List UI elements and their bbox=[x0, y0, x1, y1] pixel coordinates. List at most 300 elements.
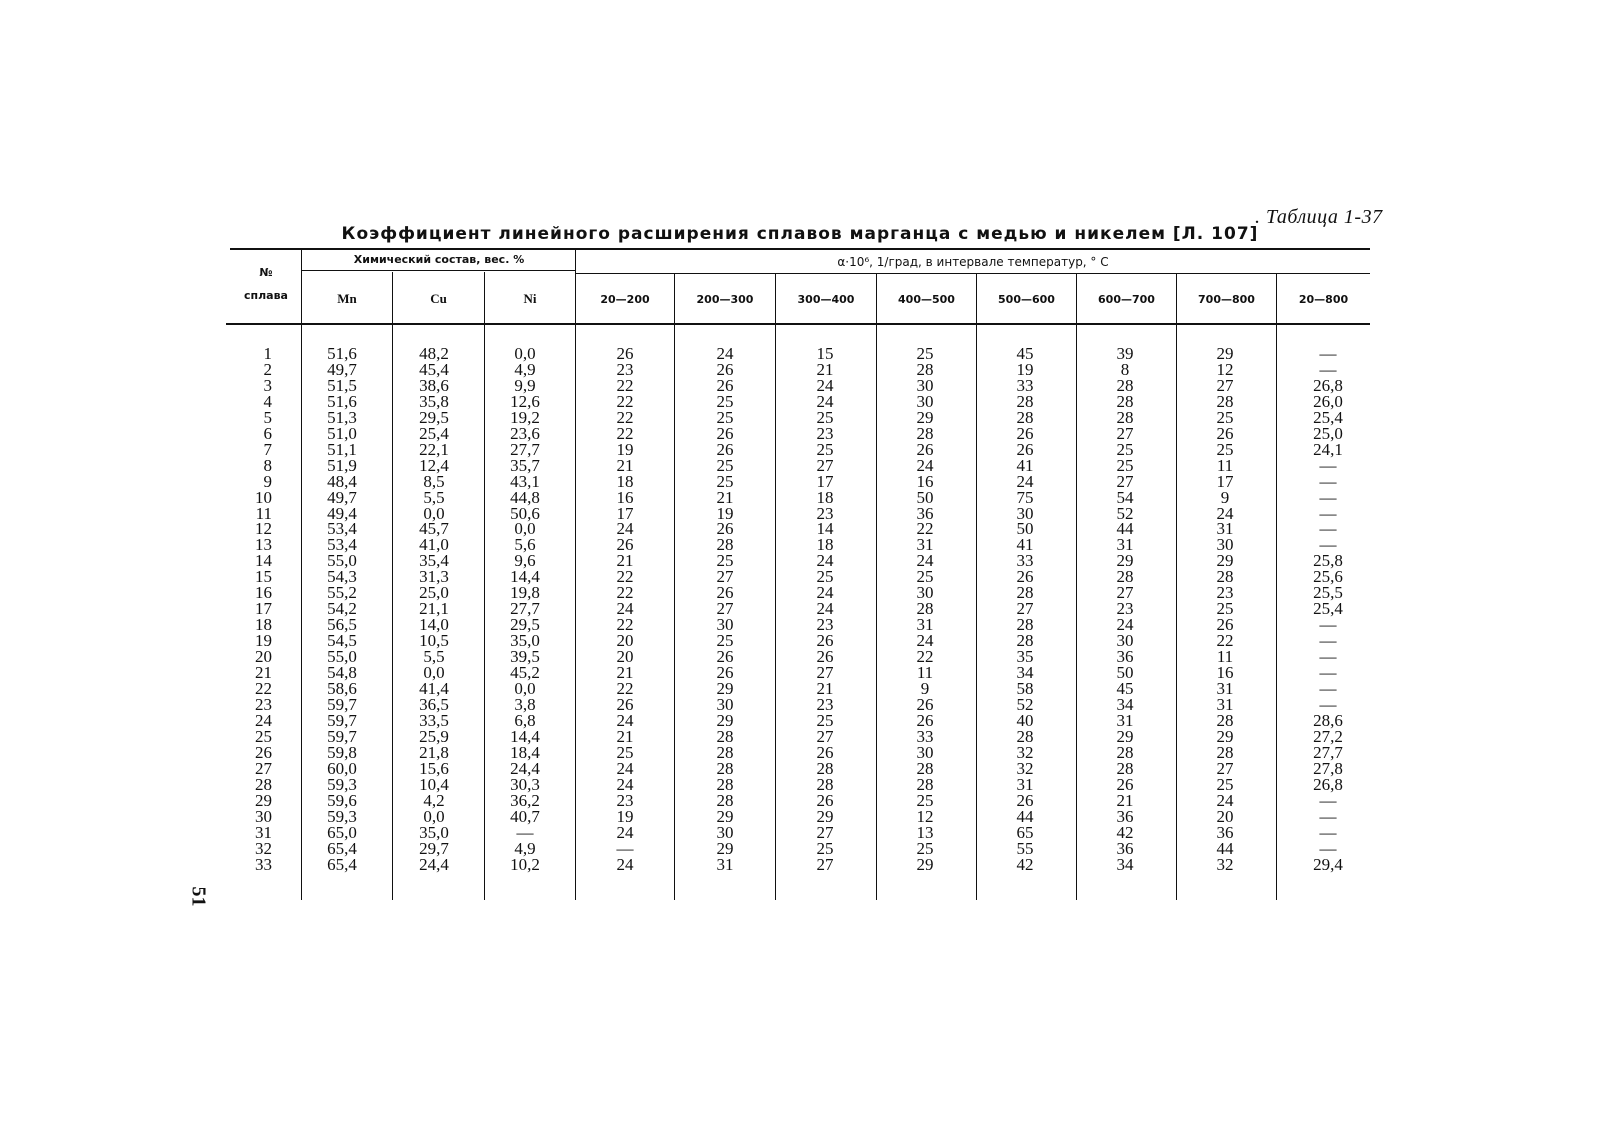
cell-ni-row-4: 12,6 bbox=[510, 391, 540, 411]
cell-t7-row-7: 25 bbox=[1216, 439, 1234, 459]
cell-t2-row-2: 26 bbox=[716, 359, 734, 379]
cell-t7-row-4: 28 bbox=[1216, 391, 1234, 411]
cell-t1-row-11: 17 bbox=[616, 503, 634, 523]
cell-t4-row-14: 24 bbox=[916, 551, 934, 571]
cell-t3-row-7: 25 bbox=[816, 439, 834, 459]
cell-t2-row-23: 30 bbox=[716, 694, 734, 714]
cell-t5-row-1: 45 bbox=[1016, 344, 1034, 363]
cell-t4-row-3: 30 bbox=[916, 375, 934, 395]
header-t1: 20—200 bbox=[600, 293, 650, 306]
cell-t6-row-24: 31 bbox=[1116, 710, 1134, 730]
cell-ni-row-13: 5,6 bbox=[514, 535, 536, 555]
cell-t6-row-9: 27 bbox=[1116, 471, 1134, 491]
cell-mn-row-9: 48,4 bbox=[327, 471, 357, 491]
cell-t1-row-17: 24 bbox=[616, 599, 634, 619]
cell-t7-row-5: 25 bbox=[1216, 407, 1234, 427]
cell-t1-row-9: 18 bbox=[616, 471, 634, 491]
cell-t5-row-22: 58 bbox=[1016, 679, 1034, 699]
column-t3 bbox=[795, 346, 855, 872]
cell-cu-row-17: 21,1 bbox=[419, 599, 449, 619]
cell-t4-row-30: 12 bbox=[916, 806, 934, 826]
cell-t1-row-1: 26 bbox=[616, 344, 634, 363]
cell-t5-row-19: 28 bbox=[1016, 631, 1034, 651]
cell-cu-row-18: 14,0 bbox=[419, 615, 449, 635]
cell-mn-row-21: 54,8 bbox=[327, 663, 357, 683]
cell-cu-row-15: 31,3 bbox=[419, 567, 449, 587]
cell-t4-row-9: 16 bbox=[916, 471, 934, 491]
cell-t6-row-21: 50 bbox=[1116, 663, 1134, 683]
cell-t6-row-11: 52 bbox=[1116, 503, 1134, 523]
cell-mn-row-29: 59,6 bbox=[327, 790, 357, 810]
cell-cu-row-32: 29,7 bbox=[419, 838, 449, 858]
cell-ni-row-18: 29,5 bbox=[510, 615, 540, 635]
cell-ni-row-3: 9,9 bbox=[514, 375, 536, 395]
cell-mn-row-28: 59,3 bbox=[327, 774, 357, 794]
cell-t1-row-24: 24 bbox=[616, 710, 634, 730]
column-t5 bbox=[995, 346, 1055, 872]
cell-mn-row-31: 65,0 bbox=[327, 822, 357, 842]
cell-t2-row-18: 30 bbox=[716, 615, 734, 635]
cell-t3-row-8: 27 bbox=[816, 455, 834, 475]
cell-t2-row-15: 27 bbox=[716, 567, 734, 587]
top-rule bbox=[230, 248, 1370, 250]
cell-t4-row-15: 25 bbox=[916, 567, 934, 587]
cell-cu-row-19: 10,5 bbox=[419, 631, 449, 651]
cell-t4-row-25: 33 bbox=[916, 726, 934, 746]
cell-t3-row-9: 17 bbox=[816, 471, 834, 491]
vrule-8 bbox=[976, 274, 977, 900]
cell-t8-row-29: — bbox=[1319, 790, 1337, 810]
cell-mn-row-30: 59,3 bbox=[327, 806, 357, 826]
cell-no-row-4: 4 bbox=[263, 391, 272, 411]
header-alloy-no: № bbox=[259, 266, 273, 279]
cell-t6-row-6: 27 bbox=[1116, 423, 1134, 443]
cell-ni-row-5: 19,2 bbox=[510, 407, 540, 427]
cell-ni-row-2: 4,9 bbox=[514, 359, 536, 379]
cell-t5-row-28: 31 bbox=[1016, 774, 1034, 794]
vrule-7 bbox=[876, 274, 877, 900]
cell-t6-row-31: 42 bbox=[1116, 822, 1134, 842]
column-t6 bbox=[1095, 346, 1155, 872]
cell-t2-row-32: 29 bbox=[716, 838, 734, 858]
cell-no-row-19: 19 bbox=[255, 631, 272, 651]
column-alloy-no bbox=[232, 346, 272, 872]
cell-t8-row-19: — bbox=[1319, 631, 1337, 651]
cell-t7-row-28: 25 bbox=[1216, 774, 1234, 794]
cell-t4-row-27: 28 bbox=[916, 758, 934, 778]
cell-t5-row-2: 19 bbox=[1016, 359, 1034, 379]
cell-t3-row-18: 23 bbox=[816, 615, 834, 635]
cell-t4-row-18: 31 bbox=[916, 615, 934, 635]
cell-t8-row-4: 26,0 bbox=[1313, 391, 1343, 411]
cell-t3-row-16: 24 bbox=[816, 583, 834, 603]
cell-t5-row-17: 27 bbox=[1016, 599, 1034, 619]
cell-ni-row-31: — bbox=[516, 822, 534, 842]
cell-cu-row-2: 45,4 bbox=[419, 359, 449, 379]
cell-t2-row-28: 28 bbox=[716, 774, 734, 794]
cell-t8-row-23: — bbox=[1319, 694, 1337, 714]
cell-t8-row-6: 25,0 bbox=[1313, 423, 1343, 443]
cell-t3-row-5: 25 bbox=[816, 407, 834, 427]
header-ni: Ni bbox=[523, 291, 537, 306]
cell-mn-row-24: 59,7 bbox=[327, 710, 357, 730]
cell-cu-row-3: 38,6 bbox=[419, 375, 449, 395]
cell-no-row-6: 6 bbox=[263, 423, 272, 443]
cell-t6-row-30: 36 bbox=[1116, 806, 1134, 826]
cell-ni-row-9: 43,1 bbox=[510, 471, 540, 491]
cell-t6-row-23: 34 bbox=[1116, 694, 1134, 714]
cell-t7-row-32: 44 bbox=[1216, 838, 1234, 858]
cell-t6-row-8: 25 bbox=[1116, 455, 1134, 475]
cell-t2-row-26: 28 bbox=[716, 742, 734, 762]
cell-mn-row-26: 59,8 bbox=[327, 742, 357, 762]
cell-no-row-14: 14 bbox=[255, 551, 272, 571]
cell-mn-row-3: 51,5 bbox=[327, 375, 357, 395]
cell-t1-row-21: 21 bbox=[616, 663, 634, 683]
cell-t1-row-8: 21 bbox=[616, 455, 634, 475]
cell-t5-row-5: 28 bbox=[1016, 407, 1034, 427]
cell-t1-row-19: 20 bbox=[616, 631, 634, 651]
group-rule-alpha bbox=[576, 273, 1370, 274]
cell-t4-row-19: 24 bbox=[916, 631, 934, 651]
cell-cu-row-8: 12,4 bbox=[419, 455, 449, 475]
cell-no-row-2: 2 bbox=[263, 359, 272, 379]
cell-no-row-33: 33 bbox=[255, 854, 272, 874]
vrule-2 bbox=[392, 272, 393, 900]
cell-t7-row-26: 28 bbox=[1216, 742, 1234, 762]
cell-t2-row-8: 25 bbox=[716, 455, 734, 475]
header-cu: Cu bbox=[430, 291, 447, 306]
cell-t3-row-28: 28 bbox=[816, 774, 834, 794]
cell-t3-row-27: 28 bbox=[816, 758, 834, 778]
cell-mn-row-8: 51,9 bbox=[327, 455, 357, 475]
cell-t3-row-10: 18 bbox=[816, 487, 834, 507]
group-rule-composition bbox=[302, 270, 576, 271]
column-t7 bbox=[1195, 346, 1255, 872]
cell-t4-row-28: 28 bbox=[916, 774, 934, 794]
cell-t3-row-23: 23 bbox=[816, 694, 834, 714]
cell-mn-row-16: 55,2 bbox=[327, 583, 357, 603]
cell-t4-row-6: 28 bbox=[916, 423, 934, 443]
cell-t4-row-32: 25 bbox=[916, 838, 934, 858]
cell-ni-row-24: 6,8 bbox=[514, 710, 536, 730]
cell-t3-row-20: 26 bbox=[816, 647, 834, 667]
column-cu bbox=[404, 346, 464, 872]
cell-t1-row-4: 22 bbox=[616, 391, 634, 411]
cell-t6-row-18: 24 bbox=[1116, 615, 1134, 635]
cell-t7-row-25: 29 bbox=[1216, 726, 1234, 746]
cell-cu-row-24: 33,5 bbox=[419, 710, 449, 730]
cell-t5-row-32: 55 bbox=[1016, 838, 1034, 858]
cell-mn-row-18: 56,5 bbox=[327, 615, 357, 635]
cell-t2-row-12: 26 bbox=[716, 519, 734, 539]
cell-no-row-1: 1 bbox=[263, 344, 272, 363]
cell-t8-row-31: — bbox=[1319, 822, 1337, 842]
cell-ni-row-17: 27,7 bbox=[510, 599, 540, 619]
column-t8 bbox=[1298, 346, 1358, 872]
cell-t2-row-20: 26 bbox=[716, 647, 734, 667]
cell-mn-row-17: 54,2 bbox=[327, 599, 357, 619]
cell-cu-row-26: 21,8 bbox=[419, 742, 449, 762]
cell-cu-row-16: 25,0 bbox=[419, 583, 449, 603]
cell-t6-row-27: 28 bbox=[1116, 758, 1134, 778]
cell-t4-row-26: 30 bbox=[916, 742, 934, 762]
cell-mn-row-19: 54,5 bbox=[327, 631, 357, 651]
cell-t4-row-31: 13 bbox=[916, 822, 934, 842]
header-composition: Химический состав, вес. % bbox=[353, 253, 525, 266]
cell-t3-row-1: 15 bbox=[816, 344, 834, 363]
cell-ni-row-11: 50,6 bbox=[510, 503, 540, 523]
cell-ni-row-33: 10,2 bbox=[510, 854, 540, 874]
cell-t3-row-32: 25 bbox=[816, 838, 834, 858]
cell-t1-row-6: 22 bbox=[616, 423, 634, 443]
column-t1 bbox=[595, 346, 655, 872]
cell-t5-row-7: 26 bbox=[1016, 439, 1034, 459]
cell-t8-row-13: — bbox=[1319, 535, 1337, 555]
cell-cu-row-13: 41,0 bbox=[419, 535, 449, 555]
cell-no-row-7: 7 bbox=[263, 439, 272, 459]
table-label: . Таблица 1-37 bbox=[1255, 206, 1383, 228]
cell-no-row-3: 3 bbox=[263, 375, 272, 395]
cell-t6-row-14: 29 bbox=[1116, 551, 1134, 571]
cell-t7-row-23: 31 bbox=[1216, 694, 1234, 714]
cell-cu-row-27: 15,6 bbox=[419, 758, 449, 778]
cell-no-row-11: 11 bbox=[255, 503, 272, 523]
cell-t7-row-21: 16 bbox=[1216, 663, 1234, 683]
cell-t5-row-18: 28 bbox=[1016, 615, 1034, 635]
cell-t1-row-29: 23 bbox=[616, 790, 634, 810]
cell-t6-row-16: 27 bbox=[1116, 583, 1134, 603]
cell-t5-row-16: 28 bbox=[1016, 583, 1034, 603]
cell-t1-row-12: 24 bbox=[616, 519, 634, 539]
cell-cu-row-20: 5,5 bbox=[423, 647, 445, 667]
cell-t6-row-29: 21 bbox=[1116, 790, 1134, 810]
header-t7: 700—800 bbox=[1198, 293, 1255, 306]
cell-ni-row-16: 19,8 bbox=[510, 583, 540, 603]
cell-no-row-12: 12 bbox=[255, 519, 272, 539]
cell-t6-row-13: 31 bbox=[1116, 535, 1134, 555]
cell-t3-row-13: 18 bbox=[816, 535, 834, 555]
cell-t1-row-30: 19 bbox=[616, 806, 634, 826]
cell-mn-row-1: 51,6 bbox=[327, 344, 357, 363]
cell-t4-row-1: 25 bbox=[916, 344, 934, 363]
cell-mn-row-11: 49,4 bbox=[327, 503, 357, 523]
cell-no-row-17: 17 bbox=[255, 599, 272, 619]
cell-t4-row-4: 30 bbox=[916, 391, 934, 411]
cell-t2-row-17: 27 bbox=[716, 599, 734, 619]
cell-t8-row-8: — bbox=[1319, 455, 1337, 475]
cell-t8-row-21: — bbox=[1319, 663, 1337, 683]
cell-t6-row-5: 28 bbox=[1116, 407, 1134, 427]
cell-t8-row-20: — bbox=[1319, 647, 1337, 667]
cell-ni-row-14: 9,6 bbox=[514, 551, 536, 571]
cell-cu-row-28: 10,4 bbox=[419, 774, 449, 794]
cell-t5-row-31: 65 bbox=[1016, 822, 1034, 842]
cell-t6-row-32: 36 bbox=[1116, 838, 1134, 858]
cell-no-row-8: 8 bbox=[263, 455, 272, 475]
cell-t2-row-16: 26 bbox=[716, 583, 734, 603]
cell-no-row-27: 27 bbox=[255, 758, 272, 778]
cell-ni-row-27: 24,4 bbox=[510, 758, 540, 778]
cell-t4-row-23: 26 bbox=[916, 694, 934, 714]
vrule-1 bbox=[301, 250, 302, 900]
cell-t8-row-33: 29,4 bbox=[1313, 854, 1343, 874]
cell-t5-row-30: 44 bbox=[1016, 806, 1034, 826]
cell-t8-row-28: 26,8 bbox=[1313, 774, 1343, 794]
cell-t1-row-23: 26 bbox=[616, 694, 634, 714]
cell-t5-row-8: 41 bbox=[1016, 455, 1034, 475]
cell-t3-row-3: 24 bbox=[816, 375, 834, 395]
cell-t5-row-4: 28 bbox=[1016, 391, 1034, 411]
cell-t2-row-21: 26 bbox=[716, 663, 734, 683]
cell-t1-row-20: 20 bbox=[616, 647, 634, 667]
cell-ni-row-22: 0,0 bbox=[514, 679, 536, 699]
cell-cu-row-21: 0,0 bbox=[423, 663, 445, 683]
cell-t4-row-29: 25 bbox=[916, 790, 934, 810]
header-t6: 600—700 bbox=[1098, 293, 1155, 306]
cell-no-row-31: 31 bbox=[255, 822, 272, 842]
cell-t2-row-13: 28 bbox=[716, 535, 734, 555]
cell-t5-row-29: 26 bbox=[1016, 790, 1034, 810]
cell-t2-row-4: 25 bbox=[716, 391, 734, 411]
cell-t7-row-16: 23 bbox=[1216, 583, 1234, 603]
cell-t6-row-22: 45 bbox=[1116, 679, 1134, 699]
cell-t6-row-1: 39 bbox=[1116, 344, 1134, 363]
cell-t5-row-25: 28 bbox=[1016, 726, 1034, 746]
cell-no-row-21: 21 bbox=[255, 663, 272, 683]
cell-t7-row-1: 29 bbox=[1216, 344, 1234, 363]
cell-t1-row-7: 19 bbox=[616, 439, 634, 459]
cell-cu-row-14: 35,4 bbox=[419, 551, 449, 571]
cell-t2-row-30: 29 bbox=[716, 806, 734, 826]
cell-t8-row-16: 25,5 bbox=[1313, 583, 1343, 603]
cell-t7-row-2: 12 bbox=[1216, 359, 1234, 379]
cell-t3-row-22: 21 bbox=[816, 679, 834, 699]
vrule-5 bbox=[674, 274, 675, 900]
cell-t7-row-10: 9 bbox=[1220, 487, 1230, 507]
cell-t1-row-31: 24 bbox=[616, 822, 634, 842]
cell-t1-row-3: 22 bbox=[616, 375, 634, 395]
vrule-3 bbox=[484, 272, 485, 900]
cell-t6-row-2: 8 bbox=[1120, 359, 1130, 379]
cell-ni-row-30: 40,7 bbox=[510, 806, 540, 826]
cell-t2-row-22: 29 bbox=[716, 679, 734, 699]
cell-t3-row-29: 26 bbox=[816, 790, 834, 810]
cell-t8-row-2: — bbox=[1319, 359, 1337, 379]
table-title: Коэффициент линейного расширения сплавов марганца с медью и никелем [Л. 107] bbox=[341, 224, 1259, 244]
cell-ni-row-20: 39,5 bbox=[510, 647, 540, 667]
cell-t4-row-17: 28 bbox=[916, 599, 934, 619]
cell-mn-row-12: 53,4 bbox=[327, 519, 357, 539]
cell-mn-row-33: 65,4 bbox=[327, 854, 357, 874]
cell-t4-row-12: 22 bbox=[916, 519, 934, 539]
cell-t1-row-16: 22 bbox=[616, 583, 634, 603]
cell-cu-row-6: 25,4 bbox=[419, 423, 449, 443]
cell-ni-row-25: 14,4 bbox=[510, 726, 540, 746]
cell-t7-row-12: 31 bbox=[1216, 519, 1234, 539]
cell-t1-row-13: 26 bbox=[616, 535, 634, 555]
cell-t3-row-33: 27 bbox=[816, 854, 834, 874]
cell-t1-row-26: 25 bbox=[616, 742, 634, 762]
cell-t2-row-10: 21 bbox=[716, 487, 734, 507]
cell-mn-row-7: 51,1 bbox=[327, 439, 357, 459]
cell-t2-row-6: 26 bbox=[716, 423, 734, 443]
cell-cu-row-30: 0,0 bbox=[423, 806, 445, 826]
cell-cu-row-7: 22,1 bbox=[419, 439, 449, 459]
cell-t1-row-5: 22 bbox=[616, 407, 634, 427]
cell-t6-row-33: 34 bbox=[1116, 854, 1134, 874]
cell-t7-row-19: 22 bbox=[1216, 631, 1234, 651]
cell-t7-row-15: 28 bbox=[1216, 567, 1234, 587]
cell-t3-row-25: 27 bbox=[816, 726, 834, 746]
cell-t3-row-12: 14 bbox=[816, 519, 834, 539]
cell-ni-row-8: 35,7 bbox=[510, 455, 540, 475]
cell-t2-row-7: 26 bbox=[716, 439, 734, 459]
cell-t4-row-2: 28 bbox=[916, 359, 934, 379]
column-mn bbox=[312, 346, 372, 872]
cell-ni-row-28: 30,3 bbox=[510, 774, 540, 794]
cell-t2-row-24: 29 bbox=[716, 710, 734, 730]
cell-t5-row-10: 75 bbox=[1016, 487, 1034, 507]
cell-t4-row-22: 9 bbox=[920, 679, 930, 699]
cell-t5-row-24: 40 bbox=[1016, 710, 1034, 730]
cell-t6-row-15: 28 bbox=[1116, 567, 1134, 587]
header-mn: Mn bbox=[337, 291, 357, 306]
cell-t7-row-13: 30 bbox=[1216, 535, 1234, 555]
cell-cu-row-31: 35,0 bbox=[419, 822, 449, 842]
cell-cu-row-23: 36,5 bbox=[419, 694, 449, 714]
cell-cu-row-29: 4,2 bbox=[423, 790, 445, 810]
cell-ni-row-12: 0,0 bbox=[514, 519, 536, 539]
cell-no-row-32: 32 bbox=[255, 838, 272, 858]
cell-no-row-24: 24 bbox=[255, 710, 272, 730]
cell-mn-row-15: 54,3 bbox=[327, 567, 357, 587]
cell-t8-row-26: 27,7 bbox=[1313, 742, 1343, 762]
cell-t2-row-31: 30 bbox=[716, 822, 734, 842]
cell-mn-row-4: 51,6 bbox=[327, 391, 357, 411]
cell-t3-row-26: 26 bbox=[816, 742, 834, 762]
cell-t1-row-14: 21 bbox=[616, 551, 634, 571]
cell-t5-row-21: 34 bbox=[1016, 663, 1034, 683]
cell-ni-row-26: 18,4 bbox=[510, 742, 540, 762]
cell-t5-row-27: 32 bbox=[1016, 758, 1034, 778]
cell-t3-row-11: 23 bbox=[816, 503, 834, 523]
header-t5: 500—600 bbox=[998, 293, 1055, 306]
cell-t1-row-10: 16 bbox=[616, 487, 634, 507]
cell-no-row-26: 26 bbox=[255, 742, 272, 762]
cell-t6-row-25: 29 bbox=[1116, 726, 1134, 746]
cell-t7-row-17: 25 bbox=[1216, 599, 1234, 619]
cell-t8-row-5: 25,4 bbox=[1313, 407, 1343, 427]
cell-t8-row-11: — bbox=[1319, 503, 1337, 523]
cell-t2-row-33: 31 bbox=[716, 854, 734, 874]
cell-t8-row-10: — bbox=[1319, 487, 1337, 507]
column-t2 bbox=[695, 346, 755, 872]
vrule-9 bbox=[1076, 274, 1077, 900]
cell-no-row-23: 23 bbox=[255, 694, 272, 714]
cell-t1-row-27: 24 bbox=[616, 758, 634, 778]
cell-cu-row-4: 35,8 bbox=[419, 391, 449, 411]
cell-cu-row-11: 0,0 bbox=[423, 503, 445, 523]
cell-t8-row-7: 24,1 bbox=[1313, 439, 1343, 459]
cell-t4-row-13: 31 bbox=[916, 535, 934, 555]
cell-no-row-5: 5 bbox=[263, 407, 272, 427]
cell-t1-row-15: 22 bbox=[616, 567, 634, 587]
column-t4 bbox=[895, 346, 955, 872]
cell-ni-row-32: 4,9 bbox=[514, 838, 536, 858]
cell-t5-row-6: 26 bbox=[1016, 423, 1034, 443]
cell-t8-row-14: 25,8 bbox=[1313, 551, 1343, 571]
